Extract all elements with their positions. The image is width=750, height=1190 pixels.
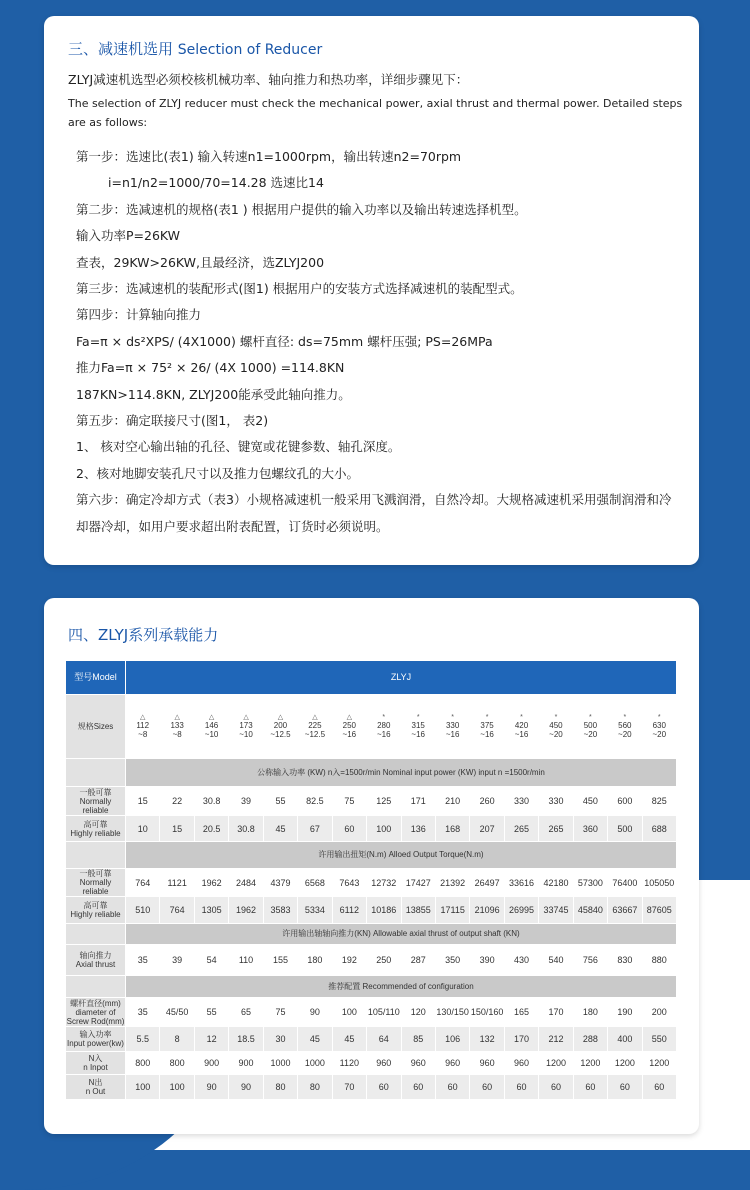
value-cell: 510 (126, 897, 160, 924)
value-cell: 5334 (298, 897, 332, 924)
value-cell: 1962 (229, 897, 263, 924)
value-cell: 80 (263, 1075, 297, 1100)
band-title: 许用输出扭矩(N.m) Alloed Output Torque(N.m) (126, 841, 677, 868)
size-symbol: △ (243, 713, 249, 721)
size-cell (298, 694, 332, 758)
step-line: 第四步：计算轴向推力 (76, 307, 202, 323)
row-label-en: Normally reliable (79, 878, 112, 897)
size-value: 630 (652, 720, 666, 730)
row-label-en: Normally reliable (79, 796, 112, 815)
value-cell: 39 (160, 944, 194, 975)
thrust-row (66, 944, 677, 975)
value-cell: 1200 (573, 1051, 607, 1075)
value-cell: 192 (332, 944, 366, 975)
size-value: 173 (239, 720, 253, 730)
step-line: 第五步：确定联接尺寸(图1， 表2) (76, 413, 269, 429)
size-value: 280 (377, 720, 391, 730)
power-high-row (66, 816, 677, 842)
row-label-en: Input power(kw) (67, 1038, 124, 1048)
value-cell: 87605 (642, 897, 676, 924)
value-cell: 90 (298, 998, 332, 1027)
size-cell (539, 694, 573, 758)
section3-title (68, 38, 322, 59)
band-label-spacer (66, 975, 126, 998)
band-label-spacer (66, 924, 126, 945)
value-cell: 250 (367, 944, 401, 975)
row-label-cn: 一般可靠 (79, 869, 112, 879)
model-label: 型号Model (66, 661, 126, 695)
value-cell: 155 (263, 944, 297, 975)
band-title: 推荐配置 Recommended of configuration (126, 975, 677, 998)
size-ratio: ~16 (514, 729, 529, 739)
value-cell: 125 (367, 787, 401, 816)
value-cell: 800 (126, 1051, 160, 1075)
value-cell: 260 (470, 787, 504, 816)
value-cell: 110 (229, 944, 263, 975)
torque-band-row (66, 841, 677, 868)
power-normal-row (66, 787, 677, 816)
size-symbol: * (623, 713, 627, 721)
value-cell: 90 (229, 1075, 263, 1100)
value-cell: 60 (642, 1075, 676, 1100)
row-label-cn: 螺杆直径(mm) (70, 998, 121, 1008)
value-cell: 900 (229, 1051, 263, 1075)
value-cell: 55 (194, 998, 228, 1027)
power-band-row (66, 758, 677, 787)
value-cell: 960 (367, 1051, 401, 1075)
row-label-cn: 高可靠 (83, 901, 108, 911)
section4-title: 四、ZLYJ系列承载能力 (68, 626, 219, 644)
value-cell: 756 (573, 944, 607, 975)
size-cell (126, 694, 160, 758)
size-ratio: ~16 (480, 729, 494, 739)
value-cell: 42180 (539, 868, 573, 897)
size-ratio: ~16 (445, 729, 460, 739)
selection-card (44, 16, 699, 565)
size-symbol: * (382, 713, 386, 721)
value-cell: 60 (573, 1075, 607, 1100)
size-cell (470, 694, 504, 758)
value-cell: 90 (194, 1075, 228, 1100)
row-label-cn: N出 (88, 1078, 103, 1088)
size-symbol: △ (174, 713, 180, 721)
value-cell: 55 (263, 787, 297, 816)
value-cell: 35 (126, 998, 160, 1027)
config-band-row (66, 975, 677, 998)
step-line: 2、核对地脚安装孔尺寸以及推力包螺纹孔的大小。 (76, 465, 359, 481)
value-cell: 33745 (539, 897, 573, 924)
size-symbol: △ (346, 713, 353, 721)
value-cell: 17115 (435, 897, 469, 924)
intro-en: The selection of ZLYJ reducer must check the mechanical power, axial thrust and thermal power. Detailed steps are as follows: (68, 97, 683, 129)
value-cell: 12 (194, 1026, 228, 1051)
value-cell: 1000 (298, 1051, 332, 1075)
value-cell: 75 (332, 787, 366, 816)
size-symbol: △ (208, 713, 215, 721)
value-cell: 430 (504, 944, 538, 975)
size-symbol: △ (277, 713, 284, 721)
value-cell: 1121 (160, 868, 194, 897)
value-cell: 764 (160, 897, 194, 924)
value-cell: 54 (194, 944, 228, 975)
value-cell: 17427 (401, 868, 435, 897)
value-cell: 120 (401, 998, 435, 1027)
row-label-en: n Out (85, 1087, 106, 1097)
value-cell: 10 (126, 816, 160, 842)
value-cell: 170 (504, 1026, 538, 1051)
row-label (66, 1051, 126, 1075)
value-cell: 70 (332, 1075, 366, 1100)
value-cell: 100 (126, 1075, 160, 1100)
value-cell: 60 (332, 816, 366, 842)
value-cell: 688 (642, 816, 676, 842)
row-label-en: Highly reliable (70, 828, 121, 838)
value-cell: 60 (608, 1075, 642, 1100)
value-cell: 400 (608, 1026, 642, 1051)
size-value: 375 (480, 720, 494, 730)
value-cell: 7643 (332, 868, 366, 897)
step-line: 推力Fa=π × 75² × 26/ (4X 1000) =114.8KN (76, 360, 345, 376)
value-cell: 67 (298, 816, 332, 842)
value-cell: 21096 (470, 897, 504, 924)
value-cell: 500 (608, 816, 642, 842)
row-label (66, 1026, 126, 1051)
size-value: 500 (583, 720, 598, 730)
row-label-cn: 轴向推力 (79, 950, 112, 960)
size-cell (332, 694, 366, 758)
value-cell: 26497 (470, 868, 504, 897)
value-cell: 150/160 (470, 998, 504, 1027)
size-ratio: ~16 (376, 729, 391, 739)
value-cell: 85 (401, 1026, 435, 1051)
value-cell: 764 (126, 868, 160, 897)
row-label (66, 897, 126, 924)
sizes-label: 规格Sizes (66, 694, 126, 758)
step-line: 输入功率P=26KW (76, 228, 181, 244)
value-cell: 207 (470, 816, 504, 842)
value-cell: 6568 (298, 868, 332, 897)
size-value: 200 (273, 720, 288, 730)
row-label-en: Highly reliable (70, 910, 121, 920)
size-symbol: △ (312, 713, 318, 721)
config-nout-row (66, 1075, 677, 1100)
size-ratio: ~10 (239, 729, 253, 739)
value-cell: 1200 (539, 1051, 573, 1075)
size-cell (194, 694, 228, 758)
size-symbol: * (657, 713, 661, 721)
row-label (66, 1075, 126, 1100)
value-cell: 450 (573, 787, 607, 816)
value-cell: 12732 (367, 868, 401, 897)
model-row (66, 661, 677, 695)
size-ratio: ~20 (652, 729, 667, 739)
config-power-row (66, 1026, 677, 1051)
value-cell: 1120 (332, 1051, 366, 1075)
row-label (66, 787, 126, 816)
value-cell: 13855 (401, 897, 435, 924)
row-label (66, 944, 126, 975)
size-ratio: ~12.5 (304, 729, 326, 739)
size-value: 225 (308, 720, 322, 730)
value-cell: 180 (573, 998, 607, 1027)
value-cell: 60 (539, 1075, 573, 1100)
value-cell: 60 (470, 1075, 504, 1100)
value-cell: 3583 (263, 897, 297, 924)
value-cell: 100 (367, 816, 401, 842)
size-symbol: * (554, 713, 558, 721)
band-label-spacer (66, 841, 126, 868)
capacity-card (44, 598, 699, 1134)
value-cell: 130/150 (435, 998, 469, 1027)
size-value: 146 (204, 720, 219, 730)
value-cell: 1000 (263, 1051, 297, 1075)
value-cell: 100 (160, 1075, 194, 1100)
step-line: Fa=π × ds²XPS/ (4X1000) 螺杆直径: ds=75mm 螺杆压强; PS=26MPa (76, 333, 493, 349)
size-symbol: △ (140, 713, 146, 721)
value-cell: 33616 (504, 868, 538, 897)
size-symbol: * (485, 713, 489, 721)
value-cell: 100 (332, 998, 366, 1027)
value-cell: 360 (573, 816, 607, 842)
value-cell: 170 (539, 998, 573, 1027)
size-value: 450 (549, 720, 563, 730)
band-label-spacer (66, 758, 126, 787)
size-cell (642, 694, 676, 758)
value-cell: 8 (160, 1026, 194, 1051)
value-cell: 180 (298, 944, 332, 975)
thrust-band-row (66, 924, 677, 945)
value-cell: 212 (539, 1026, 573, 1051)
value-cell: 210 (435, 787, 469, 816)
value-cell: 30.8 (194, 787, 228, 816)
intro-cn: ZLYJ减速机选型必须校核机械功率、轴向推力和热功率，详细步骤见下： (68, 72, 469, 87)
value-cell: 900 (194, 1051, 228, 1075)
size-ratio: ~8 (172, 729, 182, 739)
section3-title-en: Selection of Reducer (177, 42, 323, 58)
band-title: 许用输出轴轴向推力(KN) Allowable axial thrust of output shaft (KN) (126, 924, 677, 945)
size-ratio: ~20 (583, 729, 598, 739)
value-cell: 800 (160, 1051, 194, 1075)
size-value: 112 (136, 720, 150, 730)
capacity-table (65, 660, 677, 1100)
value-cell: 105/110 (367, 998, 401, 1027)
value-cell: 76400 (608, 868, 642, 897)
row-label (66, 998, 126, 1027)
row-label (66, 816, 126, 842)
size-symbol: * (451, 713, 455, 721)
model-value: ZLYJ (126, 661, 677, 695)
value-cell: 265 (504, 816, 538, 842)
value-cell: 15 (126, 787, 160, 816)
value-cell: 287 (401, 944, 435, 975)
value-cell: 136 (401, 816, 435, 842)
config-screw-row (66, 998, 677, 1027)
size-ratio: ~16 (411, 729, 425, 739)
value-cell: 20.5 (194, 816, 228, 842)
value-cell: 35 (126, 944, 160, 975)
value-cell: 390 (470, 944, 504, 975)
row-label-en: diameter of Screw Rod(mm) (66, 1007, 125, 1026)
value-cell: 960 (504, 1051, 538, 1075)
row-label-cn: N入 (88, 1053, 103, 1063)
size-value: 560 (618, 720, 632, 730)
row-label-en: n Inpot (83, 1062, 108, 1072)
value-cell: 540 (539, 944, 573, 975)
value-cell: 21392 (435, 868, 469, 897)
section3-title-cn: 三、减速机选用 (68, 40, 174, 58)
sizes-row (66, 694, 677, 758)
row-label-cn: 一般可靠 (79, 787, 112, 797)
value-cell: 200 (642, 998, 676, 1027)
value-cell: 288 (573, 1026, 607, 1051)
size-symbol: * (416, 713, 420, 721)
value-cell: 15 (160, 816, 194, 842)
value-cell: 82.5 (298, 787, 332, 816)
size-ratio: ~8 (138, 729, 148, 739)
size-cell (435, 694, 469, 758)
size-cell (229, 694, 263, 758)
value-cell: 26995 (504, 897, 538, 924)
value-cell: 190 (608, 998, 642, 1027)
value-cell: 168 (435, 816, 469, 842)
value-cell: 600 (608, 787, 642, 816)
size-cell (573, 694, 607, 758)
value-cell: 1305 (194, 897, 228, 924)
size-cell (367, 694, 401, 758)
step-line: i=n1/n2=1000/70=14.28 选速比14 (108, 175, 324, 191)
value-cell: 45 (298, 1026, 332, 1051)
value-cell: 10186 (367, 897, 401, 924)
size-ratio: ~20 (618, 729, 632, 739)
band-title: 公称输入功率 (KW) n入=1500r/min Nominal input power (KW) input n =1500r/min (126, 758, 677, 787)
value-cell: 2484 (229, 868, 263, 897)
size-ratio: ~12.5 (270, 729, 291, 739)
value-cell: 22 (160, 787, 194, 816)
size-value: 250 (342, 720, 357, 730)
value-cell: 4379 (263, 868, 297, 897)
value-cell: 75 (263, 998, 297, 1027)
value-cell: 45840 (573, 897, 607, 924)
size-value: 420 (514, 720, 529, 730)
value-cell: 45/50 (160, 998, 194, 1027)
value-cell: 18.5 (229, 1026, 263, 1051)
row-label (66, 868, 126, 897)
value-cell: 105050 (642, 868, 676, 897)
value-cell: 60 (401, 1075, 435, 1100)
size-cell (504, 694, 538, 758)
step-list (76, 144, 676, 540)
torque-normal-row (66, 868, 677, 897)
value-cell: 330 (504, 787, 538, 816)
value-cell: 45 (263, 816, 297, 842)
value-cell: 30.8 (229, 816, 263, 842)
value-cell: 1200 (642, 1051, 676, 1075)
size-value: 330 (445, 720, 460, 730)
value-cell: 45 (332, 1026, 366, 1051)
config-nin-row (66, 1051, 677, 1075)
value-cell: 1962 (194, 868, 228, 897)
value-cell: 960 (470, 1051, 504, 1075)
row-label-cn: 输入功率 (79, 1029, 112, 1039)
value-cell: 960 (401, 1051, 435, 1075)
value-cell: 39 (229, 787, 263, 816)
step-line: 第六步：确定冷却方式（表3）小规格减速机一般采用飞溅润滑，自然冷却。大规格减速机采用强制润滑和冷却器冷却，如用户要求超出附表配置，订货时必须说明。 (76, 492, 672, 534)
value-cell: 80 (298, 1075, 332, 1100)
value-cell: 830 (608, 944, 642, 975)
step-line: 第二步：选减速机的规格(表1 ) 根据用户提供的输入功率以及输出转速选择机型。 (76, 201, 527, 217)
value-cell: 60 (367, 1075, 401, 1100)
step-line: 第一步：选速比(表1) 输入转速n1=1000rpm，输出转速n2=70rpm (76, 149, 462, 164)
value-cell: 65 (229, 998, 263, 1027)
size-ratio: ~10 (204, 729, 219, 739)
step-line: 187KN>114.8KN, ZLYJ200能承受此轴向推力。 (76, 386, 351, 402)
value-cell: 825 (642, 787, 676, 816)
value-cell: 132 (470, 1026, 504, 1051)
size-cell (263, 694, 297, 758)
value-cell: 106 (435, 1026, 469, 1051)
size-cell (608, 694, 642, 758)
value-cell: 57300 (573, 868, 607, 897)
value-cell: 60 (504, 1075, 538, 1100)
step-line: 第三步：选减速机的装配形式(图1) 根据用户的安装方式选择减速机的装配型式。 (76, 281, 523, 297)
value-cell: 265 (539, 816, 573, 842)
row-label-en: Axial thrust (75, 959, 116, 969)
value-cell: 550 (642, 1026, 676, 1051)
value-cell: 5.5 (126, 1026, 160, 1051)
value-cell: 330 (539, 787, 573, 816)
value-cell: 165 (504, 998, 538, 1027)
value-cell: 30 (263, 1026, 297, 1051)
size-ratio: ~20 (549, 729, 563, 739)
value-cell: 64 (367, 1026, 401, 1051)
step-line: 查表，29KW>26KW,且最经济，选ZLYJ200 (76, 254, 325, 270)
size-cell (401, 694, 435, 758)
value-cell: 1200 (608, 1051, 642, 1075)
value-cell: 63667 (608, 897, 642, 924)
step-line: 1、 核对空心输出轴的孔径、键宽或花键参数、轴孔深度。 (76, 439, 401, 455)
torque-high-row (66, 897, 677, 924)
value-cell: 960 (435, 1051, 469, 1075)
value-cell: 350 (435, 944, 469, 975)
size-cell (160, 694, 194, 758)
value-cell: 60 (435, 1075, 469, 1100)
value-cell: 880 (642, 944, 676, 975)
row-label-cn: 高可靠 (83, 819, 108, 829)
size-symbol: * (589, 713, 592, 721)
size-value: 315 (411, 720, 425, 730)
size-value: 133 (170, 720, 184, 730)
value-cell: 6112 (332, 897, 366, 924)
size-symbol: * (520, 713, 523, 721)
size-ratio: ~16 (342, 729, 357, 739)
value-cell: 171 (401, 787, 435, 816)
